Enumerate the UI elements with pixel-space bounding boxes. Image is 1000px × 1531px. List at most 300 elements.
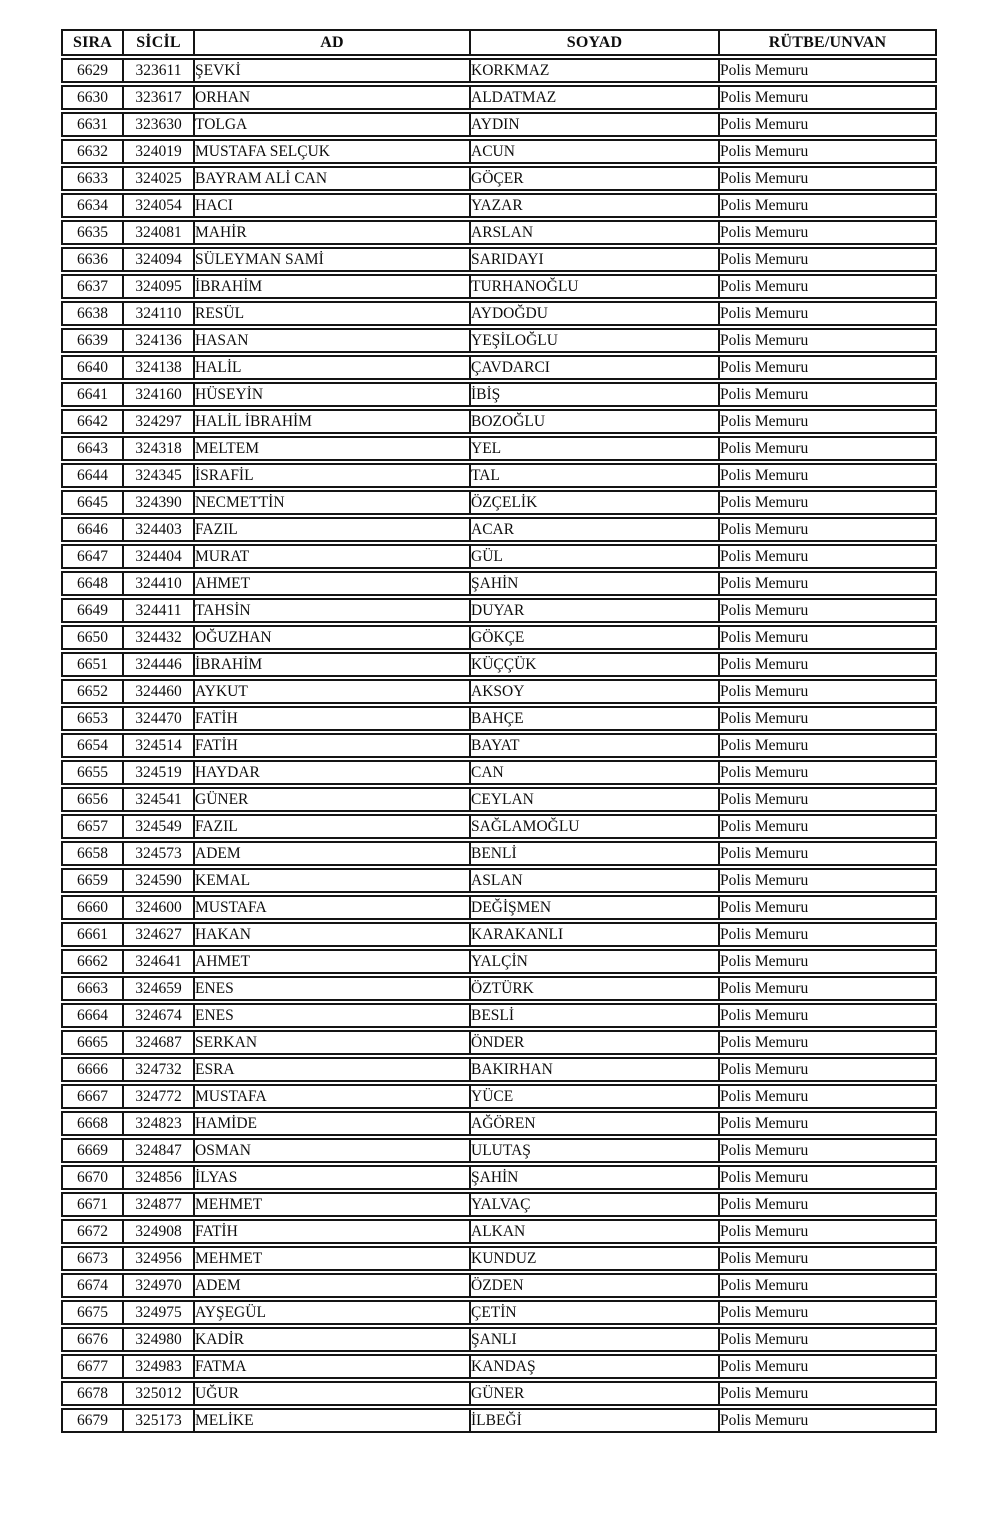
cell-rutbe-unvan: Polis Memuru [718,328,937,353]
cell-sira: 6658 [61,841,122,866]
cell-sicil: 324095 [122,274,193,299]
cell-soyad: DEĞİŞMEN [469,895,718,920]
cell-soyad: YALVAÇ [469,1192,718,1217]
cell-sicil: 324411 [122,598,193,623]
cell-ad: OSMAN [193,1138,469,1163]
cell-rutbe-unvan: Polis Memuru [718,733,937,758]
cell-soyad: AYDIN [469,112,718,137]
cell-rutbe-unvan: Polis Memuru [718,139,937,164]
cell-sira: 6674 [61,1273,122,1298]
cell-ad: HAMİDE [193,1111,469,1136]
cell-soyad: ÇETİN [469,1300,718,1325]
cell-sira: 6640 [61,355,122,380]
cell-sira: 6630 [61,85,122,110]
cell-sicil: 324160 [122,382,193,407]
cell-rutbe-unvan: Polis Memuru [718,409,937,434]
cell-rutbe-unvan: Polis Memuru [718,706,937,731]
cell-sicil: 324446 [122,652,193,677]
cell-rutbe-unvan: Polis Memuru [718,301,937,326]
cell-sira: 6653 [61,706,122,731]
cell-sicil: 324019 [122,139,193,164]
cell-ad: MUSTAFA SELÇUK [193,139,469,164]
cell-ad: AHMET [193,949,469,974]
cell-sira: 6669 [61,1138,122,1163]
cell-ad: İBRAHİM [193,652,469,677]
table-row [61,1327,937,1352]
cell-rutbe-unvan: Polis Memuru [718,463,937,488]
cell-soyad: BAYAT [469,733,718,758]
cell-soyad: ŞAHİN [469,1165,718,1190]
cell-sira: 6660 [61,895,122,920]
cell-sicil: 324081 [122,220,193,245]
cell-sicil: 324641 [122,949,193,974]
cell-sira: 6662 [61,949,122,974]
cell-rutbe-unvan: Polis Memuru [718,1246,937,1271]
cell-rutbe-unvan: Polis Memuru [718,949,937,974]
cell-sicil: 324318 [122,436,193,461]
cell-rutbe-unvan: Polis Memuru [718,976,937,1001]
cell-soyad: ÇAVDARCI [469,355,718,380]
cell-sira: 6643 [61,436,122,461]
cell-soyad: GÜL [469,544,718,569]
cell-ad: RESÜL [193,301,469,326]
cell-rutbe-unvan: Polis Memuru [718,598,937,623]
table-row [61,787,937,812]
cell-rutbe-unvan: Polis Memuru [718,652,937,677]
table-row [61,841,937,866]
cell-sira: 6664 [61,1003,122,1028]
table-row [61,1084,937,1109]
cell-sicil: 324573 [122,841,193,866]
cell-sicil: 324732 [122,1057,193,1082]
table-row [61,949,937,974]
table-row [61,1111,937,1136]
cell-sicil: 324823 [122,1111,193,1136]
cell-sira: 6636 [61,247,122,272]
cell-ad: FAZIL [193,814,469,839]
cell-sira: 6673 [61,1246,122,1271]
cell-sicil: 324847 [122,1138,193,1163]
table-row [61,1138,937,1163]
cell-sicil: 324470 [122,706,193,731]
table-row [61,58,937,83]
cell-sira: 6667 [61,1084,122,1109]
table-row [61,463,937,488]
cell-rutbe-unvan: Polis Memuru [718,679,937,704]
cell-ad: MAHİR [193,220,469,245]
cell-sira: 6633 [61,166,122,191]
cell-soyad: ALKAN [469,1219,718,1244]
table-row [61,1273,937,1298]
table-row [61,922,937,947]
cell-rutbe-unvan: Polis Memuru [718,85,937,110]
table-row [61,976,937,1001]
cell-soyad: GÜNER [469,1381,718,1406]
cell-rutbe-unvan: Polis Memuru [718,787,937,812]
cell-sira: 6649 [61,598,122,623]
cell-rutbe-unvan: Polis Memuru [718,274,937,299]
cell-rutbe-unvan: Polis Memuru [718,1327,937,1352]
table-row [61,409,937,434]
cell-ad: FATMA [193,1354,469,1379]
cell-sira: 6663 [61,976,122,1001]
cell-rutbe-unvan: Polis Memuru [718,382,937,407]
cell-sira: 6659 [61,868,122,893]
cell-soyad: KORKMAZ [469,58,718,83]
cell-sicil: 324432 [122,625,193,650]
cell-soyad: YÜCE [469,1084,718,1109]
cell-sicil: 324772 [122,1084,193,1109]
cell-sicil: 323611 [122,58,193,83]
cell-sicil: 323617 [122,85,193,110]
cell-ad: ENES [193,976,469,1001]
cell-soyad: BESLİ [469,1003,718,1028]
table-row [61,868,937,893]
cell-rutbe-unvan: Polis Memuru [718,220,937,245]
cell-rutbe-unvan: Polis Memuru [718,841,937,866]
cell-rutbe-unvan: Polis Memuru [718,1354,937,1379]
cell-rutbe-unvan: Polis Memuru [718,166,937,191]
cell-rutbe-unvan: Polis Memuru [718,1057,937,1082]
cell-soyad: KUNDUZ [469,1246,718,1271]
table-row [61,1354,937,1379]
table-row [61,1003,937,1028]
cell-ad: AYKUT [193,679,469,704]
table-row [61,544,937,569]
cell-ad: MEHMET [193,1246,469,1271]
cell-ad: OĞUZHAN [193,625,469,650]
cell-rutbe-unvan: Polis Memuru [718,544,937,569]
cell-ad: BAYRAM ALİ CAN [193,166,469,191]
table-row [61,85,937,110]
table-row [61,1057,937,1082]
cell-ad: ENES [193,1003,469,1028]
cell-sicil: 324410 [122,571,193,596]
cell-soyad: SAĞLAMOĞLU [469,814,718,839]
cell-sicil: 324519 [122,760,193,785]
cell-soyad: KANDAŞ [469,1354,718,1379]
cell-soyad: BOZOĞLU [469,409,718,434]
cell-soyad: ACUN [469,139,718,164]
table-row [61,382,937,407]
cell-soyad: AYDOĞDU [469,301,718,326]
column-header-sira: SIRA [61,29,122,56]
table-row [61,679,937,704]
cell-ad: MEHMET [193,1192,469,1217]
cell-rutbe-unvan: Polis Memuru [718,1003,937,1028]
column-header-soyad: SOYAD [469,29,718,56]
cell-sicil: 325012 [122,1381,193,1406]
cell-soyad: İLBEĞİ [469,1408,718,1433]
table-row [61,139,937,164]
table-row [61,112,937,137]
column-header-ad: AD [193,29,469,56]
cell-ad: KEMAL [193,868,469,893]
table-row [61,247,937,272]
table-row [61,1165,937,1190]
cell-sicil: 324975 [122,1300,193,1325]
cell-sira: 6650 [61,625,122,650]
table-header-row [61,29,937,56]
table-row [61,652,937,677]
cell-sira: 6631 [61,112,122,137]
column-header-sicil: SİCİL [122,29,193,56]
cell-sicil: 324627 [122,922,193,947]
cell-sira: 6654 [61,733,122,758]
cell-rutbe-unvan: Polis Memuru [718,1273,937,1298]
cell-soyad: ASLAN [469,868,718,893]
cell-sicil: 324956 [122,1246,193,1271]
cell-soyad: GÖKÇE [469,625,718,650]
cell-sira: 6638 [61,301,122,326]
cell-rutbe-unvan: Polis Memuru [718,112,937,137]
cell-ad: HAYDAR [193,760,469,785]
cell-sira: 6676 [61,1327,122,1352]
cell-soyad: KARAKANLI [469,922,718,947]
cell-rutbe-unvan: Polis Memuru [718,1165,937,1190]
cell-sira: 6672 [61,1219,122,1244]
cell-rutbe-unvan: Polis Memuru [718,814,937,839]
table-row [61,760,937,785]
table-row [61,220,937,245]
table-row [61,571,937,596]
cell-sira: 6661 [61,922,122,947]
table-row [61,193,937,218]
cell-soyad: TAL [469,463,718,488]
cell-ad: İLYAS [193,1165,469,1190]
cell-sicil: 324404 [122,544,193,569]
cell-sira: 6679 [61,1408,122,1433]
table-row [61,490,937,515]
cell-soyad: ŞAHİN [469,571,718,596]
cell-ad: TOLGA [193,112,469,137]
table-row [61,1030,937,1055]
cell-sira: 6648 [61,571,122,596]
cell-sira: 6652 [61,679,122,704]
cell-rutbe-unvan: Polis Memuru [718,922,937,947]
cell-ad: ESRA [193,1057,469,1082]
cell-ad: GÜNER [193,787,469,812]
cell-rutbe-unvan: Polis Memuru [718,1219,937,1244]
cell-ad: ADEM [193,1273,469,1298]
cell-sicil: 324590 [122,868,193,893]
cell-sicil: 324094 [122,247,193,272]
cell-sira: 6657 [61,814,122,839]
cell-soyad: ÖNDER [469,1030,718,1055]
cell-rutbe-unvan: Polis Memuru [718,1192,937,1217]
cell-rutbe-unvan: Polis Memuru [718,1111,937,1136]
cell-rutbe-unvan: Polis Memuru [718,1138,937,1163]
cell-ad: SÜLEYMAN SAMİ [193,247,469,272]
cell-ad: UĞUR [193,1381,469,1406]
table-row [61,733,937,758]
column-header-rutbe-unvan: RÜTBE/UNVAN [718,29,937,56]
cell-ad: AYŞEGÜL [193,1300,469,1325]
table-row [61,1246,937,1271]
cell-sira: 6637 [61,274,122,299]
cell-sicil: 324659 [122,976,193,1001]
cell-soyad: İBİŞ [469,382,718,407]
personnel-table [61,27,937,1435]
cell-sira: 6677 [61,1354,122,1379]
cell-soyad: ULUTAŞ [469,1138,718,1163]
cell-ad: NECMETTİN [193,490,469,515]
cell-ad: FAZIL [193,517,469,542]
cell-sira: 6646 [61,517,122,542]
cell-soyad: TURHANOĞLU [469,274,718,299]
cell-sicil: 324025 [122,166,193,191]
cell-sicil: 324970 [122,1273,193,1298]
cell-sicil: 324110 [122,301,193,326]
cell-sicil: 324856 [122,1165,193,1190]
cell-ad: ORHAN [193,85,469,110]
cell-sira: 6668 [61,1111,122,1136]
cell-sicil: 324514 [122,733,193,758]
cell-soyad: CEYLAN [469,787,718,812]
cell-ad: MELTEM [193,436,469,461]
cell-rutbe-unvan: Polis Memuru [718,1084,937,1109]
cell-sira: 6639 [61,328,122,353]
cell-rutbe-unvan: Polis Memuru [718,490,937,515]
cell-sicil: 324549 [122,814,193,839]
cell-rutbe-unvan: Polis Memuru [718,58,937,83]
cell-ad: İSRAFİL [193,463,469,488]
cell-sira: 6634 [61,193,122,218]
cell-sicil: 324403 [122,517,193,542]
cell-ad: MELİKE [193,1408,469,1433]
table-row [61,1219,937,1244]
cell-sicil: 324983 [122,1354,193,1379]
cell-sira: 6656 [61,787,122,812]
cell-rutbe-unvan: Polis Memuru [718,1381,937,1406]
cell-sicil: 324674 [122,1003,193,1028]
table-row [61,1300,937,1325]
cell-rutbe-unvan: Polis Memuru [718,517,937,542]
cell-soyad: ÖZDEN [469,1273,718,1298]
cell-sira: 6644 [61,463,122,488]
cell-sira: 6632 [61,139,122,164]
cell-sicil: 325173 [122,1408,193,1433]
table-row [61,355,937,380]
cell-soyad: YALÇİN [469,949,718,974]
cell-rutbe-unvan: Polis Memuru [718,625,937,650]
cell-ad: MUSTAFA [193,1084,469,1109]
cell-ad: FATİH [193,1219,469,1244]
cell-sicil: 324138 [122,355,193,380]
cell-rutbe-unvan: Polis Memuru [718,436,937,461]
cell-soyad: ÖZÇELİK [469,490,718,515]
cell-sicil: 324980 [122,1327,193,1352]
cell-rutbe-unvan: Polis Memuru [718,1408,937,1433]
cell-ad: SERKAN [193,1030,469,1055]
cell-soyad: ACAR [469,517,718,542]
table-row [61,625,937,650]
table-row [61,436,937,461]
cell-sicil: 324054 [122,193,193,218]
cell-sira: 6678 [61,1381,122,1406]
cell-soyad: ÖZTÜRK [469,976,718,1001]
cell-rutbe-unvan: Polis Memuru [718,1030,937,1055]
cell-sira: 6675 [61,1300,122,1325]
cell-ad: HASAN [193,328,469,353]
cell-ad: TAHSİN [193,598,469,623]
cell-sira: 6647 [61,544,122,569]
cell-ad: ADEM [193,841,469,866]
cell-rutbe-unvan: Polis Memuru [718,895,937,920]
cell-sicil: 323630 [122,112,193,137]
cell-sira: 6641 [61,382,122,407]
table-row [61,1408,937,1433]
cell-ad: MURAT [193,544,469,569]
table-row [61,274,937,299]
cell-ad: KADİR [193,1327,469,1352]
cell-sicil: 324687 [122,1030,193,1055]
cell-soyad: GÖÇER [469,166,718,191]
cell-sicil: 324136 [122,328,193,353]
cell-soyad: KÜÇÇÜK [469,652,718,677]
cell-sira: 6665 [61,1030,122,1055]
cell-soyad: YEL [469,436,718,461]
cell-sira: 6670 [61,1165,122,1190]
cell-soyad: BENLİ [469,841,718,866]
cell-soyad: SARIDAYI [469,247,718,272]
cell-sicil: 324908 [122,1219,193,1244]
cell-ad: İBRAHİM [193,274,469,299]
cell-rutbe-unvan: Polis Memuru [718,868,937,893]
table-row [61,814,937,839]
cell-sira: 6651 [61,652,122,677]
cell-soyad: AĞÖREN [469,1111,718,1136]
cell-sira: 6655 [61,760,122,785]
cell-sicil: 324460 [122,679,193,704]
cell-ad: HALİL İBRAHİM [193,409,469,434]
cell-sicil: 324600 [122,895,193,920]
cell-sicil: 324345 [122,463,193,488]
table-row [61,895,937,920]
cell-ad: FATİH [193,733,469,758]
table-row [61,301,937,326]
cell-sira: 6666 [61,1057,122,1082]
cell-ad: MUSTAFA [193,895,469,920]
cell-sira: 6642 [61,409,122,434]
cell-rutbe-unvan: Polis Memuru [718,193,937,218]
cell-rutbe-unvan: Polis Memuru [718,760,937,785]
cell-ad: HALİL [193,355,469,380]
cell-soyad: ŞANLI [469,1327,718,1352]
cell-soyad: CAN [469,760,718,785]
cell-sicil: 324541 [122,787,193,812]
cell-soyad: BAKIRHAN [469,1057,718,1082]
cell-soyad: DUYAR [469,598,718,623]
cell-rutbe-unvan: Polis Memuru [718,571,937,596]
cell-sira: 6645 [61,490,122,515]
cell-ad: AHMET [193,571,469,596]
cell-rutbe-unvan: Polis Memuru [718,355,937,380]
cell-sira: 6671 [61,1192,122,1217]
cell-ad: ŞEVKİ [193,58,469,83]
cell-sicil: 324297 [122,409,193,434]
table-row [61,1192,937,1217]
cell-soyad: YAZAR [469,193,718,218]
cell-ad: HAKAN [193,922,469,947]
table-row [61,328,937,353]
cell-rutbe-unvan: Polis Memuru [718,247,937,272]
cell-soyad: YEŞİLOĞLU [469,328,718,353]
cell-ad: HACI [193,193,469,218]
cell-ad: HÜSEYİN [193,382,469,407]
table-row [61,166,937,191]
table-row [61,517,937,542]
